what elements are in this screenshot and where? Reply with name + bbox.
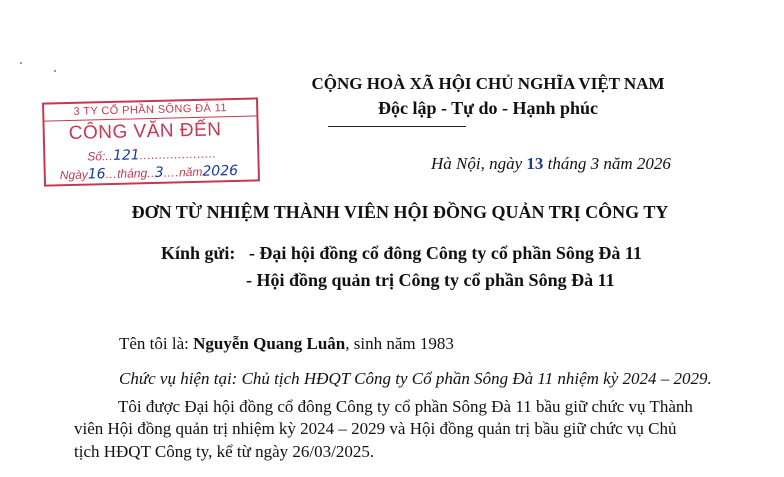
stamp-day-label: Ngày xyxy=(59,167,88,183)
scan-speck xyxy=(20,62,22,64)
stamp-title: CÔNG VĂN ĐẾN xyxy=(68,119,222,145)
stamp-number-value: 121 xyxy=(112,147,140,164)
stamp-number-line: Số:..121.................... xyxy=(87,146,217,164)
stamp-number-label: Số: xyxy=(87,149,106,164)
name-prefix: Tên tôi là: xyxy=(119,334,194,353)
recipient-1: - Đại hội đồng cổ đông Công ty cổ phần Sông Đà 11 xyxy=(248,243,642,263)
paragraph-line-1: Tôi được Đại hội đồng cổ đông Công ty cổ phần Sông Đà 11 bầu giữ chức vụ Thành xyxy=(118,397,693,416)
stamp-company: 3 TY CỔ PHẦN SÔNG ĐÀ 11 xyxy=(73,102,228,118)
name-line xyxy=(119,334,454,354)
document-title xyxy=(0,202,784,223)
incoming-document-stamp xyxy=(42,97,260,186)
date-day-handwritten: 13 xyxy=(526,154,544,173)
motto-header-text: Độc lập - Tự do - Hạnh phúc xyxy=(377,98,599,118)
stamp-date-line: Ngày16...tháng..3....năm2026 xyxy=(59,162,239,183)
position-line: Chức vụ hiện tại: Chủ tịch HĐQT Công ty Cổ phần Sông Đà 11 nhiệm kỳ 2024 – 2029. xyxy=(119,369,712,388)
date-line xyxy=(431,154,671,174)
stamp-month-value: 3 xyxy=(154,164,164,181)
stamp-year-value: 2026 xyxy=(202,162,239,180)
scan-speck xyxy=(54,70,56,72)
paragraph-line-2: viên Hội đồng quản trị nhiệm kỳ 2024 – 2029 và Hội đồng quản trị bầu giữ chức vụ Chủ xyxy=(74,419,677,438)
recipient-line-2 xyxy=(246,270,615,291)
stamp-year-label: năm xyxy=(178,164,203,180)
name-suffix: , sinh năm 1983 xyxy=(345,334,454,353)
stamp-day-value: 16 xyxy=(87,166,106,183)
date-suffix: tháng 3 năm 2026 xyxy=(543,154,671,173)
header-underline xyxy=(328,126,466,127)
document-title-text: ĐƠN TỪ NHIỆM THÀNH VIÊN HỘI ĐỒNG QUẢN TRỊ CÔNG TY xyxy=(131,202,669,222)
date-prefix: Hà Nội, ngày xyxy=(431,154,527,173)
person-name: Nguyễn Quang Luân xyxy=(193,334,346,353)
stamp-month-label: tháng xyxy=(116,166,148,181)
recipient-label: Kính gửi: xyxy=(161,243,236,263)
recipient-2: - Hội đồng quản trị Công ty cổ phần Sông Đà 11 xyxy=(246,270,615,290)
recipient-line-1 xyxy=(161,243,642,264)
country-header xyxy=(0,74,784,94)
country-header-text: CỘNG HOÀ XÃ HỘI CHỦ NGHĨA VIỆT NAM xyxy=(311,74,665,93)
paragraph-line-3: tịch HĐQT Công ty, kể từ ngày 26/03/2025. xyxy=(74,442,375,461)
